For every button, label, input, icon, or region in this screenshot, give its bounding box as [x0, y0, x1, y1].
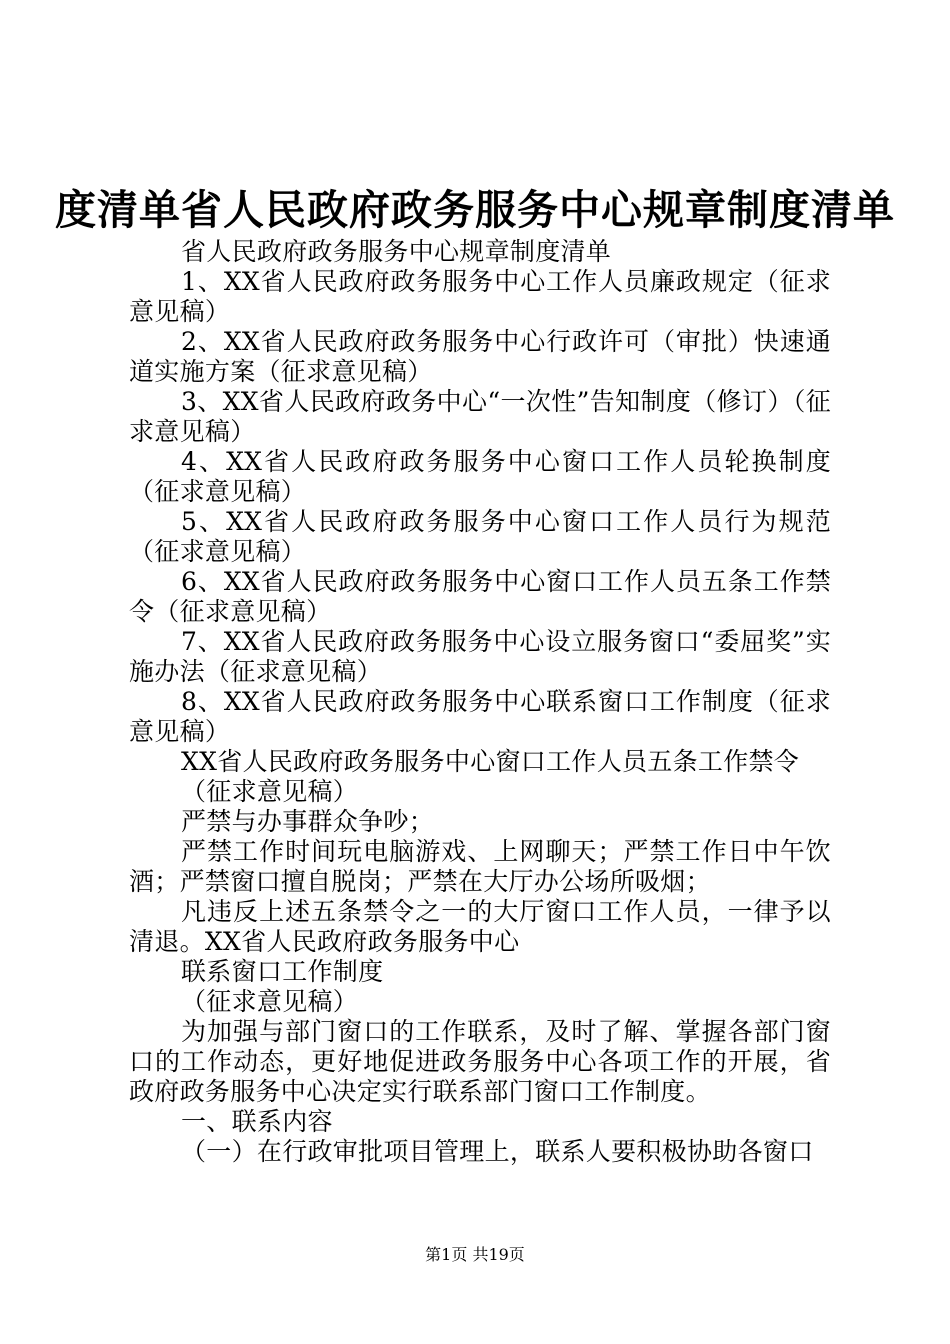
- page-footer: 第1页 共19页: [425, 1245, 525, 1264]
- paragraph: 一、联系内容: [181, 1107, 333, 1136]
- paragraph: （征求意见稿）: [181, 777, 359, 806]
- paragraph: 为加强与部门窗口的工作联系，及时了解、掌握各部门窗口的工作动态，更好地促进政务服务中心各项工作的开展，省政府政务服务中心决定实行联系部门窗口工作制度。: [129, 1017, 831, 1106]
- document-body: [129, 237, 831, 1167]
- paragraph: 6、XX省人民政府政务服务中心窗口工作人员五条工作禁令（征求意见稿）: [129, 567, 831, 626]
- paragraph: 3、XX省人民政府政务中心“一次性”告知制度（修订）（征求意见稿）: [129, 387, 831, 446]
- paragraph: 8、XX省人民政府政务服务中心联系窗口工作制度（征求意见稿）: [129, 687, 831, 746]
- paragraph: 7、XX省人民政府政务服务中心设立服务窗口“委屈奖”实施办法（征求意见稿）: [129, 627, 831, 686]
- paragraph: 凡违反上述五条禁令之一的大厅窗口工作人员，一律予以清退。XX省人民政府政务服务中心: [129, 897, 831, 956]
- paragraph: 严禁工作时间玩电脑游戏、上网聊天；严禁工作日中午饮酒；严禁窗口擅自脱岗；严禁在大厅办公场所吸烟；: [129, 837, 831, 896]
- paragraph: （征求意见稿）: [181, 987, 359, 1016]
- paragraph: 5、XX省人民政府政务服务中心窗口工作人员行为规范（征求意见稿）: [129, 507, 831, 566]
- paragraph: XX省人民政府政务服务中心窗口工作人员五条工作禁令: [181, 747, 800, 776]
- paragraph: 严禁与办事群众争吵；: [181, 807, 435, 836]
- document-title: 度清单省人民政府政务服务中心规章制度清单: [55, 186, 895, 234]
- paragraph: 1、XX省人民政府政务服务中心工作人员廉政规定（征求意见稿）: [129, 267, 831, 326]
- paragraph: （一）在行政审批项目管理上，联系人要积极协助各窗口: [181, 1137, 814, 1166]
- paragraph: 2、XX省人民政府政务服务中心行政许可（审批）快速通道实施方案（征求意见稿）: [129, 327, 831, 386]
- paragraph: 4、XX省人民政府政务服务中心窗口工作人员轮换制度（征求意见稿）: [129, 447, 831, 506]
- paragraph: 联系窗口工作制度: [181, 957, 384, 986]
- paragraph: 省人民政府政务服务中心规章制度清单: [181, 237, 612, 266]
